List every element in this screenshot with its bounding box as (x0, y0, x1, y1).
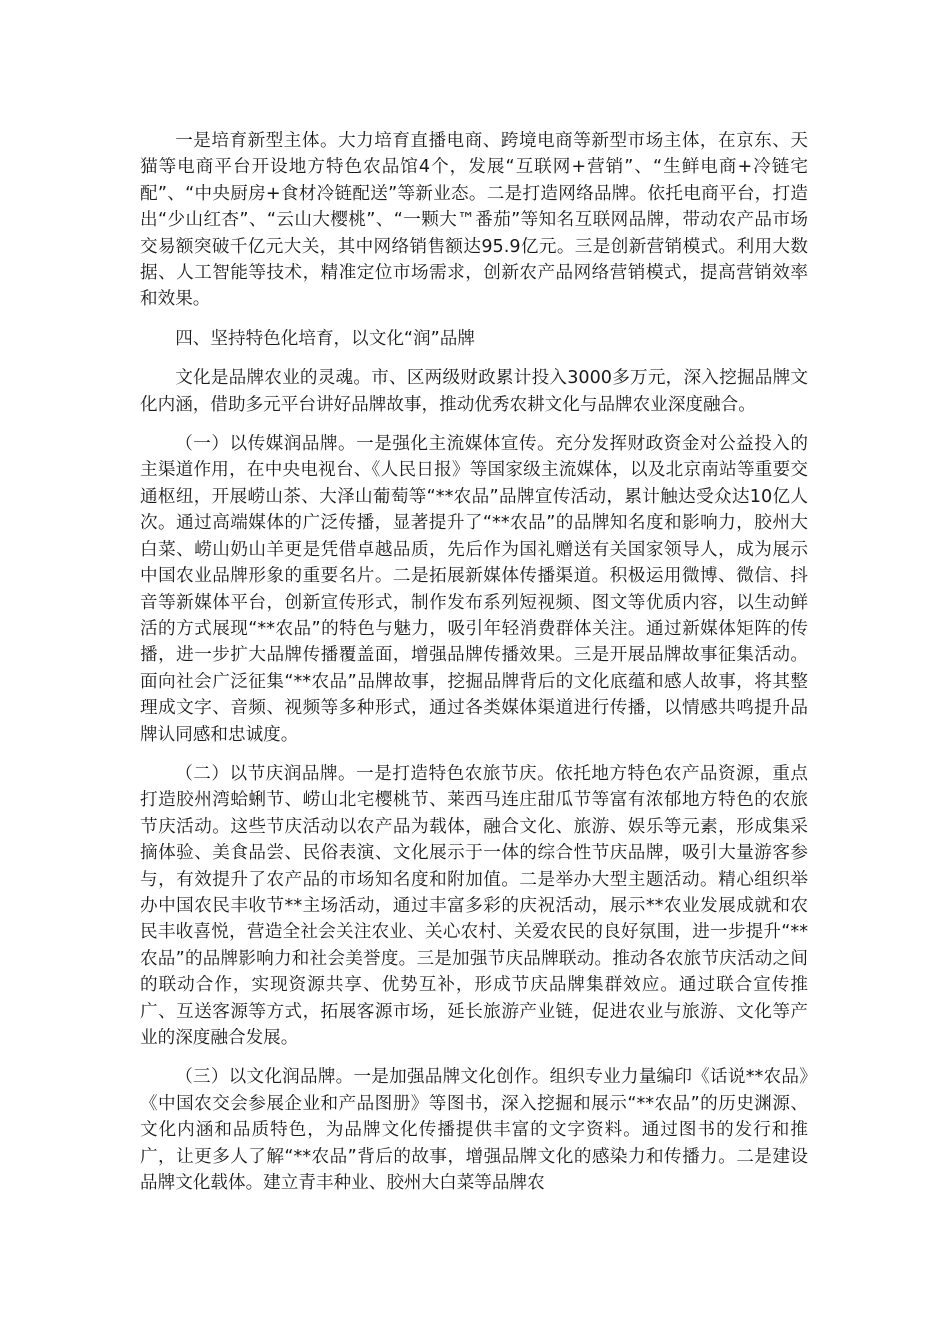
paragraph-media-brand: （一）以传媒润品牌。一是强化主流媒体宣传。充分发挥财政资金对公益投入的主渠道作用，在中央电视台、《人民日报》等国家级主流媒体，以及北京南站等重要交通枢纽，开展崂山茶、大泽山葡萄等“**农品”品牌宣传活动，累计触达受众达10亿人次。通过高端媒体的广泛传播，显著提升了“**农品”的品牌知名度和影响力，胶州大白菜、崂山奶山羊更是凭借卓越品质，先后作为国礼赠送有关国家领导人，成为展示中国农业品牌形象的重要名片。二是拓展新媒体传播渠道。积极运用微博、微信、抖音等新媒体平台，创新宣传形式，制作发布系列短视频、图文等优质内容，以生动鲜活的方式展现“**农品”的特色与魅力，吸引年轻消费群体关注。通过新媒体矩阵的传播，进一步扩大品牌传播覆盖面，增强品牌传播效果。三是开展品牌故事征集活动。面向社会广泛征集“**农品”品牌故事，挖掘品牌背后的文化底蕴和感人故事，将其整理成文字、音频、视频等多种形式，通过各类媒体渠道进行传播，以情感共鸣提升品牌认同感和忠诚度。 (140, 434, 808, 745)
section-heading-culture-brand: 四、坚持特色化培育，以文化“润”品牌 (175, 328, 475, 349)
paragraph-culture-brand: （三）以文化润品牌。一是加强品牌文化创作。组织专业力量编印《话说**农品》《中国农交会参展企业和产品图册》等图书，深入挖掘和展示“**农品”的历史渊源、文化内涵和品质特色，为品牌文化传播提供丰富的文字资料。通过图书的发行和推广，让更多人了解“**农品”背后的故事，增强品牌文化的感染力和传播力。二是建设品牌文化载体。建立青丰种业、胶州大白菜等品牌农 (140, 1067, 808, 1194)
paragraph-new-entities: 一是培育新型主体。大力培育直播电商、跨境电商等新型市场主体，在京东、天猫等电商平台开设地方特色农品馆4个，发展“互联网+营销”、“生鲜电商+冷链宅配”、“中央厨房+食材冷链配送”等新业态。二是打造网络品牌。依托电商平台，打造出“少山红杏”、“云山大樱桃”、“一颗大™番茄”等知名互联网品牌，带动农产品市场交易额突破千亿元大关，其中网络销售额达95.9亿元。三是创新营销模式。利用大数据、人工智能等技术，精准定位市场需求，创新农产品网络营销模式，提高营销效率和效果。 (140, 131, 808, 310)
paragraph-festival-brand: （二）以节庆润品牌。一是打造特色农旅节庆。依托地方特色农产品资源，重点打造胶州湾蛤蜊节、崂山北宅樱桃节、莱西马连庄甜瓜节等富有浓郁地方特色的农旅节庆活动。这些节庆活动以农产品为载体，融合文化、旅游、娱乐等元素，形成集采摘体验、美食品尝、民俗表演、文化展示于一体的综合性节庆品牌，吸引大量游客参与，有效提升了农产品的市场知名度和附加值。二是举办大型主题活动。精心组织举办中国农民丰收节**主场活动，通过丰富多彩的庆祝活动，展示**农业发展成就和农民丰收喜悦，营造全社会关注农业、关心农村、关爱农民的良好氛围，进一步提升“**农品”的品牌影响力和社会美誉度。三是加强节庆品牌联动。推动各农旅节庆活动之间的联动合作，实现资源共享、优势互补，形成节庆品牌集群效应。通过联合宣传推广、互送客源等方式，拓展客源市场，延长旅游产业链，促进农业与旅游、文化等产业的深度融合发展。 (140, 763, 808, 1048)
document-body (140, 128, 808, 1196)
paragraph-culture-intro: 文化是品牌农业的灵魂。市、区两级财政累计投入3000多万元，深入挖掘品牌文化内涵，借助多元平台讲好品牌故事，推动优秀农耕文化与品牌农业深度融合。 (140, 368, 808, 415)
